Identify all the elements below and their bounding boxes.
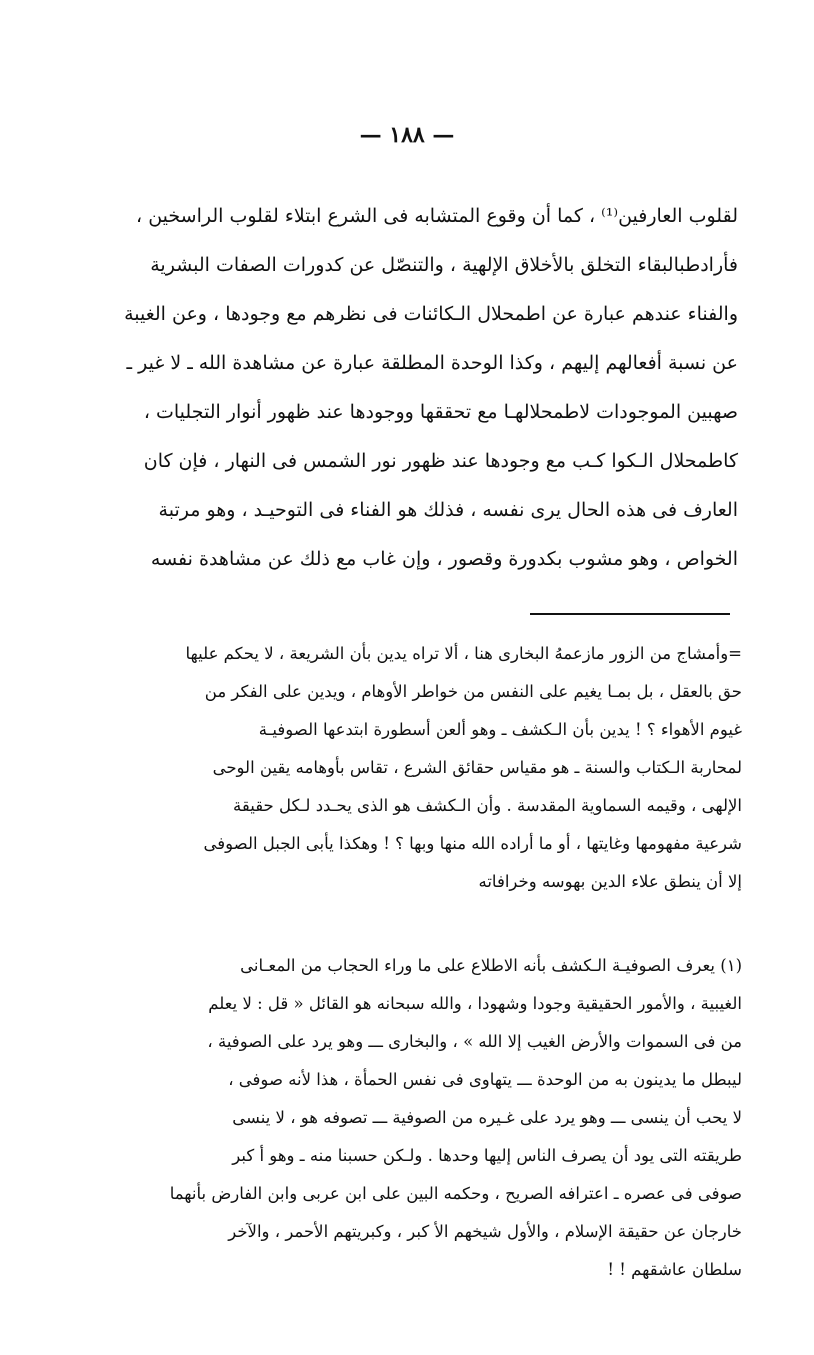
- footnote-line: خارجان عن حقيقة الإسلام ، والأول شيخهم الأ كبر ، وكبريتهم الأحمر ، والآخر: [228, 1222, 742, 1241]
- footnote-line: ليبطل ما يدينون به من الوحدة ـــ يتهاوى فى نفس الحمأة ، هذا لأنه صوفى ،: [228, 1070, 742, 1089]
- footnote-line: الإلهى ، وقيمه السماوية المقدسة . وأن الـكشف هو الذى يحـدد لـكل حقيقة: [233, 796, 742, 815]
- footnote-1: [62, 947, 742, 1289]
- footnote-line: (١) يعرف الصوفيـة الـكشف بأنه الاطلاع على ما وراء الحجاب من المعـانى: [240, 956, 742, 975]
- text-line: العارف فى هذه الحال يرى نفسه ، فذلك هو الفناء فى التوحيـد ، وهو مرتبة: [158, 499, 738, 521]
- footnote-line: لمحاربة الـكتاب والسنة ـ هو مقياس حقائق الشرع ، تقاس بأوهامه يقين الوحى: [212, 758, 742, 777]
- footnote-continuation: [62, 635, 742, 901]
- text-line: كاطمحلال الـكوا كـب مع وجودها عند ظهور نور الشمس فى النهار ، فإن كان: [143, 450, 738, 472]
- footnote-line: من فى السموات والأرض الغيب إلا الله » ، والبخارى ـــ وهو يرد على الصوفية ،: [207, 1032, 742, 1051]
- text-line: والفناء عندهم عبارة عن اطمحلال الـكائنات فى نظرهم مع وجودها ، وعن الغيبة: [124, 303, 738, 325]
- text-line: فأرادطبالبقاء التخلق بالأخلاق الإلهية ، والتنصّل عن كدورات الصفات البشرية: [150, 254, 738, 276]
- footnote-line: سلطان عاشقهم ! !: [607, 1260, 742, 1279]
- footnote-line: طريقته التى يود أن يصرف الناس إليها وحدها . ولـكن حسبنا منه ـ وهو أ كبر: [232, 1146, 742, 1165]
- footnote-line: =وأمشاج من الزور مازعمهُ البخارى هنا ، ألا تراه يدين بأن الشريعة ، لا يحكم عليها: [185, 644, 742, 663]
- text-line: الخواص ، وهو مشوب بكدورة وقصور ، وإن غاب مع ذلك عن مشاهدة نفسه: [150, 548, 738, 570]
- footnote-line: صوفى فى عصره ـ اعترافه الصريح ، وحكمه البين على ابن عربى وابن الفارض بأنهما: [169, 1184, 742, 1203]
- footnote-line: حق بالعقل ، بل بمـا يغيم على النفس من خواطر الأوهام ، ويدين على الفكر من: [204, 682, 742, 701]
- text-line: لقلوب العارفين⁽¹⁾ ، كما أن وقوع المتشابه فى الشرع ابتلاء لقلوب الراسخين ،: [136, 205, 738, 227]
- text-line: صهبين الموجودات لاطمحلالهـا مع تحققها ووجودها عند ظهور أنوار التجليات ،: [143, 401, 738, 423]
- footnote-line: غيوم الأهواء ؟ ! يدين بأن الـكشف ـ وهو ألعن أسطورة ابتدعها الصوفيـة: [258, 720, 742, 739]
- footnote-line: الغيبية ، والأمور الحقيقية وجودا وشهودا ، والله سبحانه هو القائل « قل : لا يعلم: [208, 994, 742, 1013]
- page-number: — ١٨٨ —: [359, 122, 455, 148]
- footnote-line: إلا أن ينطق علاء الدين بهوسه وخرافاته: [478, 872, 742, 891]
- main-text: [68, 192, 738, 584]
- footnote-separator: [530, 613, 730, 615]
- footnote-line: شرعية مفهومها وغايتها ، أو ما أراده الله منها وبها ؟ ! وهكذا يأبى الجبل الصوفى: [203, 834, 742, 853]
- text-line: عن نسبة أفعالهم إليهم ، وكذا الوحدة المطلقة عبارة عن مشاهدة الله ـ لا غير ـ: [126, 352, 738, 374]
- footnote-line: لا يحب أن ينسى ـــ وهو يرد على غـيره من الصوفية ـــ تصوفه هو ، لا ينسى: [232, 1108, 742, 1127]
